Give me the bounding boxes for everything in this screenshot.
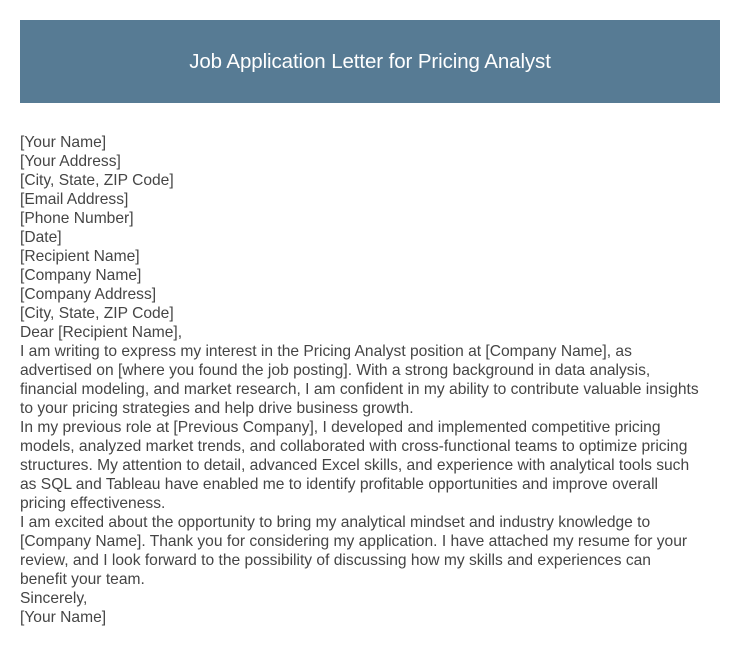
recipient-name: [Recipient Name] <box>20 248 140 265</box>
paragraph-line: models, analyzed market trends, and collaborated with cross-functional teams to optimize pricing <box>20 438 688 455</box>
paragraph-line: review, and I look forward to the possibility of discussing how my skills and experiences can <box>20 552 651 569</box>
paragraph-line: advertised on [where you found the job posting]. With a strong background in data analysis, <box>20 362 651 379</box>
sender-name: [Your Name] <box>20 134 107 151</box>
recipient-company: [Company Name] <box>20 267 142 284</box>
sender-block <box>20 133 730 247</box>
paragraph-intro <box>20 342 730 418</box>
sender-email: [Email Address] <box>20 191 129 208</box>
signature: [Your Name] <box>20 609 107 626</box>
paragraph-line: [Company Name]. Thank you for considering my application. I have attached my resume for your <box>20 533 688 550</box>
sender-city: [City, State, ZIP Code] <box>20 172 174 189</box>
paragraph-line: In my previous role at [Previous Company], I developed and implemented competitive pricing <box>20 419 661 436</box>
title-banner <box>20 20 720 103</box>
page-title: Job Application Letter for Pricing Analyst <box>189 49 551 73</box>
paragraph-line: structures. My attention to detail, advanced Excel skills, and experience with analytical tools such <box>20 457 690 474</box>
recipient-city: [City, State, ZIP Code] <box>20 305 174 322</box>
paragraph-line: financial modeling, and market research, I am confident in my ability to contribute valuable insights <box>20 381 699 398</box>
paragraph-closing <box>20 513 730 589</box>
recipient-address: [Company Address] <box>20 286 157 303</box>
sender-address: [Your Address] <box>20 153 121 170</box>
sender-phone: [Phone Number] <box>20 210 134 227</box>
letter-date: [Date] <box>20 229 62 246</box>
paragraph-line: I am writing to express my interest in the Pricing Analyst position at [Company Name], as <box>20 343 632 360</box>
paragraph-line: as SQL and Tableau have enabled me to identify profitable opportunities and improve overall <box>20 476 659 493</box>
recipient-block <box>20 247 730 323</box>
paragraph-line: to your pricing strategies and help drive business growth. <box>20 400 414 417</box>
paragraph-line: pricing effectiveness. <box>20 495 166 512</box>
closing: Sincerely, <box>20 590 88 607</box>
letter-body <box>20 133 730 627</box>
paragraph-line: I am excited about the opportunity to bring my analytical mindset and industry knowledge to <box>20 514 651 531</box>
paragraph-experience <box>20 418 730 513</box>
salutation: Dear [Recipient Name], <box>20 324 183 341</box>
paragraph-line: benefit your team. <box>20 571 145 588</box>
